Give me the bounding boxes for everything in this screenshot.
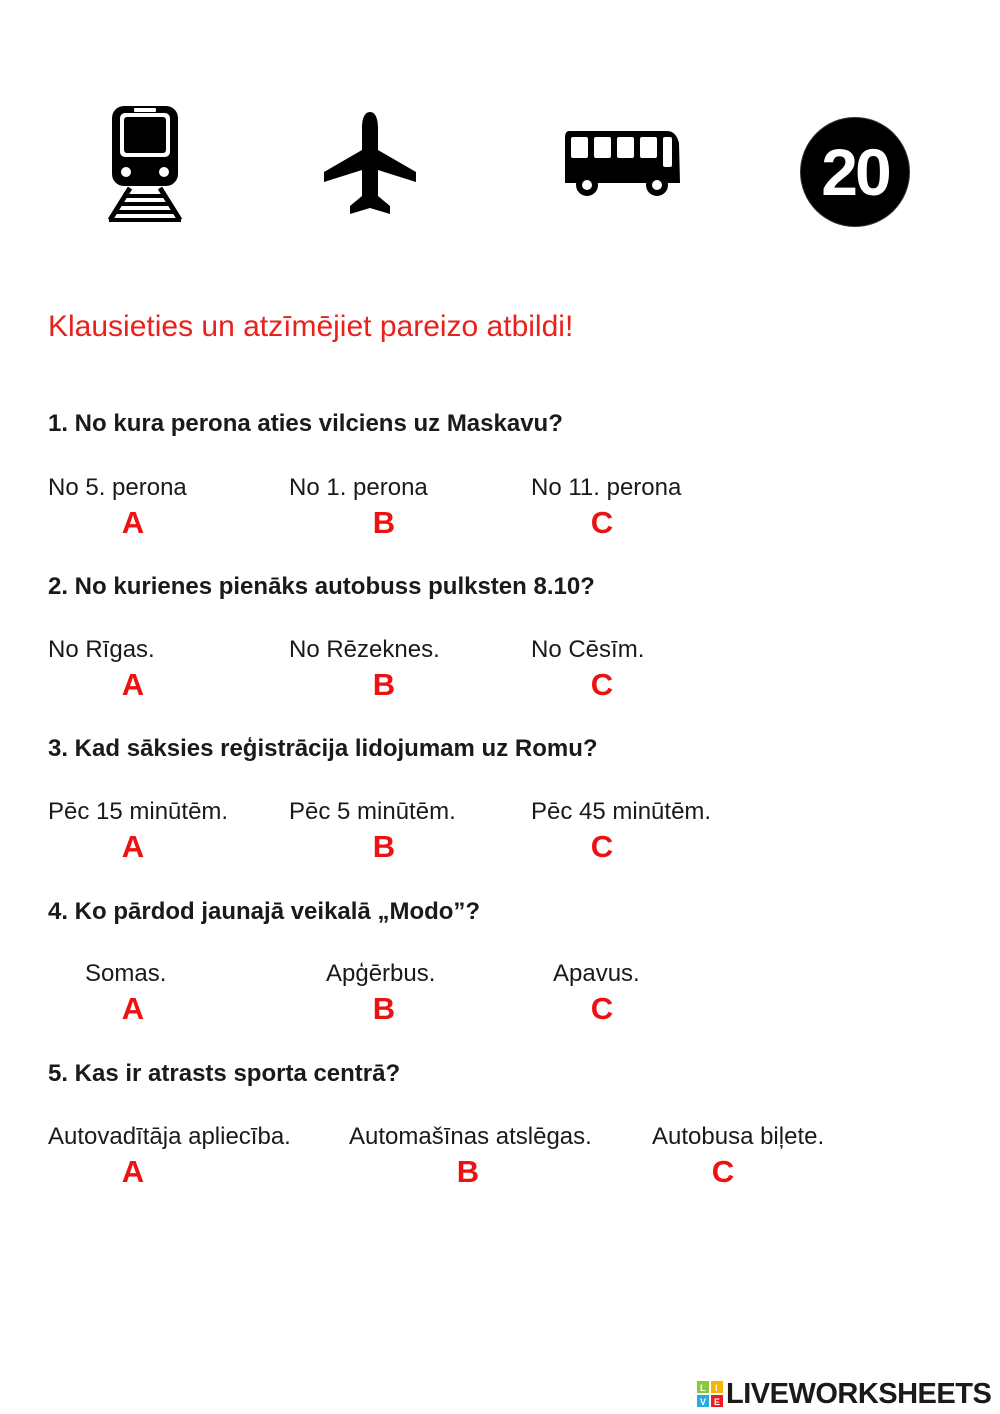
bus-icon [563, 129, 681, 197]
logo-letter-v: V [700, 1397, 707, 1407]
q2-answer-b[interactable]: B [372, 667, 396, 702]
q4-option-a: Somas. [85, 960, 167, 987]
q3-answer-c[interactable]: C [590, 829, 614, 864]
instruction-heading: Klausieties un atzīmējiet pareizo atbildi! [48, 310, 574, 343]
track-20-badge [801, 118, 909, 226]
q4-option-c: Apavus. [553, 960, 640, 987]
logo-letter-e: E [714, 1397, 721, 1407]
q1-option-a: No 5. perona [48, 474, 187, 501]
q2-option-c: No Cēsīm. [531, 636, 645, 663]
q5-option-c: Autobusa biļete. [652, 1123, 825, 1150]
question-4: 4. Ko pārdod jaunajā veikalā „Modo”? [48, 898, 481, 925]
brand-name: LIVEWORKSHEETS [726, 1377, 992, 1410]
q2-answer-a[interactable]: A [121, 667, 145, 702]
q1-option-b: No 1. perona [289, 474, 428, 501]
question-1: 1. No kura perona aties vilciens uz Maskavu? [48, 410, 563, 437]
q3-option-a: Pēc 15 minūtēm. [48, 798, 229, 825]
q1-answer-b[interactable]: B [372, 505, 396, 540]
q1-answer-a[interactable]: A [121, 505, 145, 540]
question-3: 3. Kad sāksies reģistrācija lidojumam uz Romu? [48, 735, 598, 762]
q2-option-a: No Rīgas. [48, 636, 155, 663]
q4-answer-c[interactable]: C [590, 991, 614, 1026]
q4-option-b: Apģērbus. [326, 960, 436, 987]
q3-answer-b[interactable]: B [372, 829, 396, 864]
q4-answer-b[interactable]: B [372, 991, 396, 1026]
badge-number: 20 [821, 135, 889, 209]
liveworksheets-logo [697, 1374, 991, 1414]
q5-answer-b[interactable]: B [456, 1154, 480, 1189]
q3-option-b: Pēc 5 minūtēm. [289, 798, 456, 825]
logo-letter-l: L [700, 1383, 706, 1393]
airplane-icon [322, 110, 418, 218]
q1-answer-c[interactable]: C [590, 505, 614, 540]
question-5: 5. Kas ir atrasts sporta centrā? [48, 1060, 401, 1087]
q5-answer-c[interactable]: C [711, 1154, 735, 1189]
q3-option-c: Pēc 45 minūtēm. [531, 798, 712, 825]
liveworksheets-logo-icon [697, 1381, 723, 1407]
q3-answer-a[interactable]: A [121, 829, 145, 864]
q5-option-a: Autovadītāja apliecība. [48, 1123, 291, 1150]
q2-option-b: No Rēzeknes. [289, 636, 440, 663]
q4-answer-a[interactable]: A [121, 991, 145, 1026]
q5-answer-a[interactable]: A [121, 1154, 145, 1189]
train-icon [104, 104, 186, 222]
q5-option-b: Automašīnas atslēgas. [349, 1123, 592, 1150]
logo-letter-i: I [715, 1383, 718, 1393]
question-2: 2. No kurienes pienāks autobuss pulksten 8.10? [48, 573, 595, 600]
q1-option-c: No 11. perona [531, 474, 682, 501]
q2-answer-c[interactable]: C [590, 667, 614, 702]
